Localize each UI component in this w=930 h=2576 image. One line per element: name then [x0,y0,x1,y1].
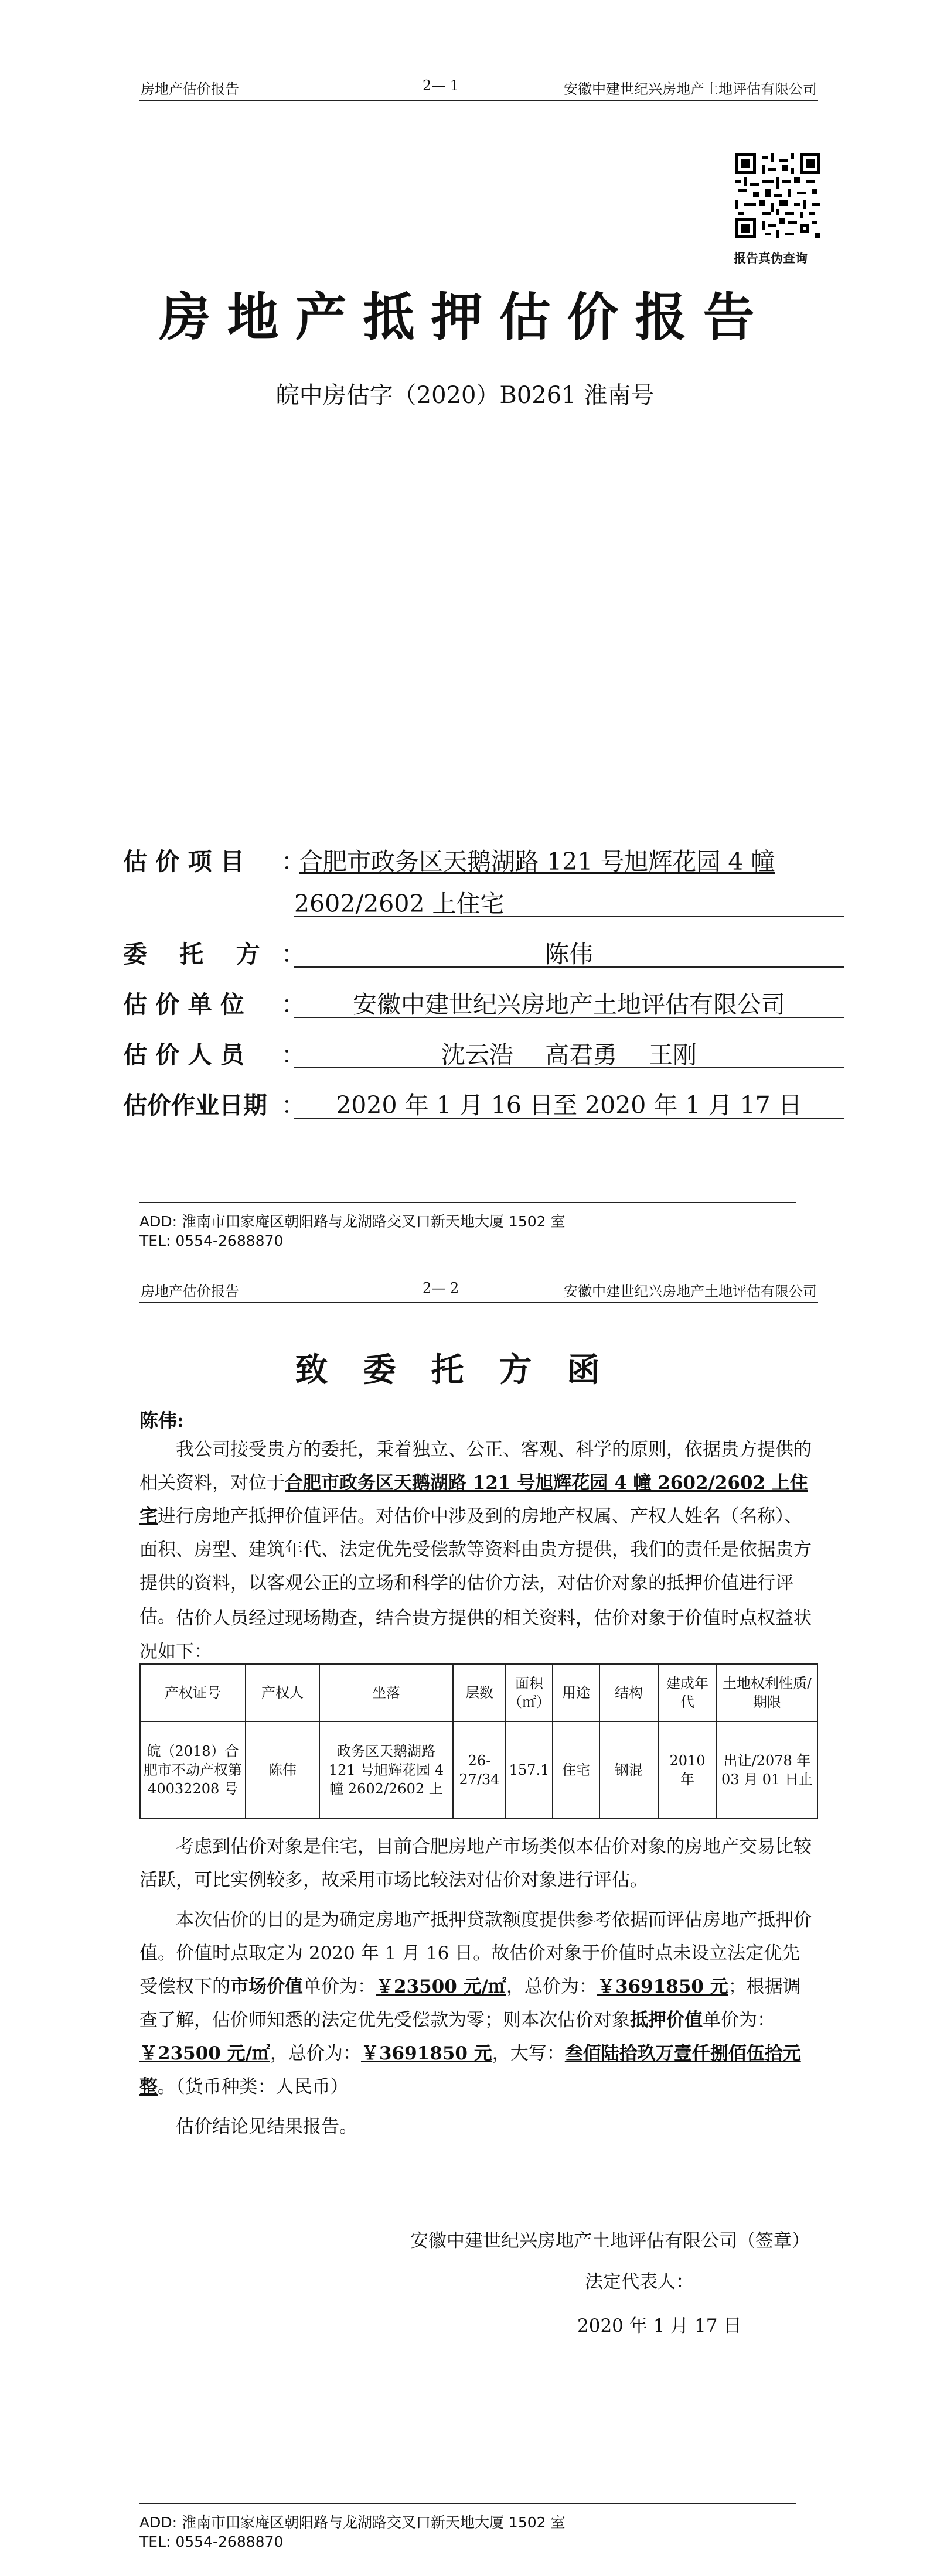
header-page-number: 2— 2 [423,1280,459,1296]
table-cell: 出让/2078 年 03 月 01 日止 [717,1721,817,1819]
field-date-value: 2020 年 1 月 16 日至 2020 年 1 月 17 日 [294,1086,844,1119]
footer-divider [139,2503,796,2504]
mortgage-unit-price: ￥23500 元/㎡ [139,2043,270,2064]
field-date [123,1086,844,1121]
page-header [139,77,818,101]
colon: ： [281,990,305,1019]
paragraph-closing: 估价结论见结果报告。 [176,2116,357,2137]
text: ，大写： [492,2043,565,2064]
text: 。（货币种类：人民币） [158,2076,349,2097]
footer-address: ADD: 淮南市田家庵区朝阳路与龙湖路交叉口新天地大厦 1502 室 [139,1213,566,1230]
letter-title: 致委托方函 [295,1351,635,1389]
field-date-label: 估价作业日期 [123,1091,267,1119]
colon: ： [281,1041,305,1069]
text: 本次估价的目的是为确定房地产抵押贷款额度提供参考依据而评估房地产抵押价值。价值时点取定为 2020 年 1 月 16 日。故估价对象于价值时点未设立法定优先受偿权下的 [139,1909,812,1997]
header-left: 房地产估价报告 [141,81,239,97]
table-cell: 住宅 [553,1721,599,1819]
letter-page [0,1280,930,2576]
colon: ： [281,848,305,876]
market-value-label: 市场价值 [230,1976,303,1997]
field-unit-value: 安徽中建世纪兴房地产土地评估有限公司 [294,985,844,1018]
qr-caption: 报告真伪查询 [734,251,808,265]
table-cell: 皖（2018）合肥市不动产权第 40032208 号 [140,1721,246,1819]
text: 进行房地产抵押价值评估。对估价中涉及到的房地产权属、产权人姓名（名称）、面积、房型、建筑年代、法定优先受偿款等资料由贵方提供，我们的责任是依据贵方提供的资料，以客观公正的立场和科学的估价方法，对估价对象的抵押价值进行评估。 [139,1506,812,1627]
table-header-cell: 建成年代 [658,1664,717,1721]
table-cell: 157.1 [506,1721,553,1819]
signature-date: 2020 年 1 月 17 日 [577,2315,742,2336]
field-client [123,935,844,970]
field-project [123,842,844,877]
salutation: 陈伟: [139,1409,184,1432]
field-persons-label: 估 价 人 员 [123,1041,244,1069]
total-price: ￥3691850 元 [597,1976,728,1997]
total-price-uppercase: 叁佰陆拾玖万壹仟捌佰伍拾元整 [139,2043,801,2097]
header-page-number: 2— 1 [423,77,459,94]
signature-representative: 法定代表人： [585,2271,694,2293]
report-number: 皖中房估字（2020）B0261 淮南号 [275,382,655,409]
footer-tel: TEL: 0554-2688870 [139,1232,284,1249]
table-header-cell: 结构 [599,1664,658,1721]
footer-tel: TEL: 0554-2688870 [139,2533,284,2550]
text: ，总价为： [270,2043,361,2064]
table-header-row [140,1664,817,1721]
colon: ： [281,1091,305,1119]
field-persons-value: 沈云浩 高君勇 王刚 [294,1036,844,1068]
header-left: 房地产估价报告 [141,1283,239,1300]
table-row [140,1721,817,1819]
text: 单价为： [303,1976,376,1997]
table-header-cell: 层数 [453,1664,506,1721]
header-company: 安徽中建世纪兴房地产土地评估有限公司 [564,1283,817,1300]
table-header-cell: 产权证号 [140,1664,246,1721]
table-cell: 钢混 [599,1721,658,1819]
colon: ： [281,940,305,968]
text: ，总价为： [506,1976,597,1997]
property-address: 合肥市政务区天鹅湖路 121 号旭辉花园 4 幢 2602/2602 上住宅 [139,1473,808,1527]
table-header-cell: 产权人 [246,1664,319,1721]
footer-address: ADD: 淮南市田家庵区朝阳路与龙湖路交叉口新天地大厦 1502 室 [139,2514,566,2531]
field-project-value-line1: 合肥市政务区天鹅湖路 121 号旭辉花园 4 幢 [299,848,775,876]
paragraph-conclusion [139,1904,818,2104]
report-cover-page [0,0,930,1280]
header-company: 安徽中建世纪兴房地产土地评估有限公司 [564,81,817,97]
table-header-cell: 面积（㎡） [506,1664,553,1721]
text: ；根据调查了解，估价师知悉的法定优先受偿款为零；则本次估价对象 [139,1976,801,2031]
paragraph-method: 考虑到估价对象是住宅，目前合肥房地产市场类似本估价对象的房地产交易比较活跃，可比实例较多，故采用市场比较法对估价对象进行评估。 [139,1836,812,1891]
field-project-cont [123,884,844,920]
page-header [139,1280,818,1303]
unit-price: ￥23500 元/㎡ [376,1976,506,1997]
text: 我公司接受贵方的委托，秉着独立、公正、客观、科学的原则，依据贵方提供的相关资料，对位于 [139,1439,812,1494]
table-header-cell: 土地权利性质/期限 [717,1664,817,1721]
text: 单价为： [703,2010,775,2031]
table-cell: 2010 年 [658,1721,717,1819]
paragraph-rights: 估价人员经过现场勘查，结合贵方提供的相关资料，估价对象于价值时点权益状况如下： [139,1608,812,1662]
mortgage-total-price: ￥3691850 元 [360,2043,492,2064]
signature-company: 安徽中建世纪兴房地产土地评估有限公司（签章） [410,2230,810,2252]
field-client-value: 陈伟 [294,935,844,968]
table-cell: 陈伟 [246,1721,319,1819]
property-table [139,1663,818,1819]
footer-divider [139,1202,796,1203]
table-header-cell: 用途 [553,1664,599,1721]
field-persons [123,1036,844,1071]
mortgage-value-label: 抵押价值 [630,2010,703,2031]
field-unit [123,985,844,1020]
report-title: 房地产抵押估价报告 [159,286,771,347]
field-project-label: 估 价 项 目 [123,848,244,876]
field-client-label: 委 托 方 [123,940,260,968]
table-cell: 政务区天鹅湖路 121 号旭辉花园 4 幢 2602/2602 上 [319,1721,453,1819]
field-project-value-line2: 2602/2602 上住宅 [294,884,844,917]
table-header-cell: 坐落 [319,1664,453,1721]
field-unit-label: 估 价 单 位 [123,990,244,1019]
table-cell: 26-27/34 [453,1721,506,1819]
qr-code-icon[interactable] [735,153,820,238]
